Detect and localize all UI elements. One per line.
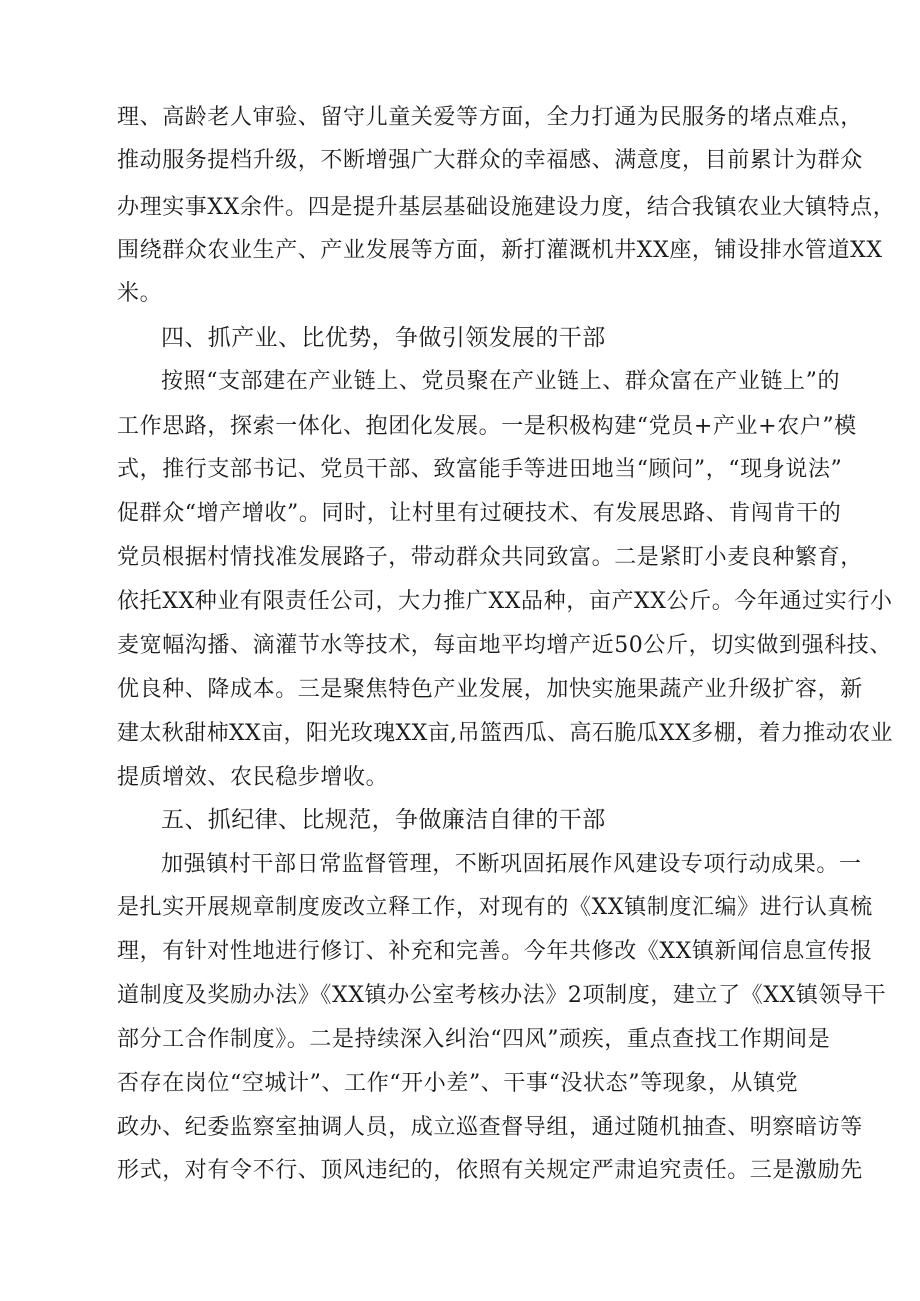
- paragraph-line: 道制度及奖励办法》《XX镇办公室考核办法》2项制度，建立了《XX镇领导干: [117, 983, 887, 1008]
- paragraph-line: 形式，对有令不行、顶风违纪的，依照有关规定严肃追究责任。三是激励先: [117, 1158, 863, 1183]
- paragraph-line: 理、高龄老人审验、留守儿童关爱等方面，全力打通为民服务的堵点难点，: [117, 105, 863, 130]
- paragraph-line: 否存在岗位“空城计”、工作“开小差”、干事“没状态”等现象，从镇党: [117, 1071, 799, 1096]
- paragraph-line: 理，有针对性地进行修订、补充和完善。今年共修改《XX镇新闻信息宣传报: [117, 939, 873, 964]
- paragraph-line: 部分工合作制度》。二是持续深入纠治“四风”顽疾，重点查找工作期间是: [117, 1027, 831, 1052]
- paragraph-line: 推动服务提档升级，不断增强广大群众的幸福感、满意度，目前累计为群众: [117, 148, 863, 173]
- paragraph-line: 建太秋甜柿XX亩，阳光玫瑰XX亩,吊篮西瓜、高石脆瓜XX多棚，着力推动农业: [117, 721, 893, 746]
- paragraph-line: 麦宽幅沟播、滴灌节水等技术，每亩地平均增产近50公斤，切实做到强科技、: [117, 633, 892, 658]
- paragraph-line: 加强镇村干部日常监督管理，不断巩固拓展作风建设专项行动成果。一: [161, 852, 862, 877]
- paragraph-line: 依托XX种业有限责任公司，大力推广XX品种，亩产XX公斤。今年通过实行小: [117, 589, 893, 614]
- paragraph-line: 米。: [117, 281, 163, 306]
- paragraph-line: 政办、纪委监察室抽调人员，成立巡查督导组，通过随机抽查、明察暗访等: [117, 1115, 863, 1140]
- paragraph-line: 围绕群众农业生产、产业发展等方面，新打灌溉机井XX座，铺设排水管道XX: [117, 238, 883, 263]
- paragraph-line: 党员根据村情找准发展路子，带动群众共同致富。二是紧盯小麦良种繁育，: [117, 545, 863, 570]
- paragraph-line: 优良种、降成本。三是聚焦特色产业发展，加快实施果蔬产业升级扩容，新: [117, 677, 863, 702]
- paragraph-line: 办理实事XX余件。四是提升基层基础设施建设力度，结合我镇农业大镇特点，: [117, 195, 896, 220]
- paragraph-line: 按照“支部建在产业链上、党员聚在产业链上、群众富在产业链上”的: [161, 369, 841, 394]
- paragraph-line: 促群众“增产增收”。同时，让村里有过硬技术、有发展思路、肯闯肯干的: [117, 501, 842, 526]
- section-heading-5: 五、抓纪律、比规范，争做廉洁自律的干部: [161, 807, 606, 833]
- paragraph-line: 是扎实开展规章制度废改立释工作，对现有的《XX镇制度汇编》进行认真梳: [117, 895, 873, 920]
- paragraph-line: 式，推行支部书记、党员干部、致富能手等进田地当“顾问”，“现身说法”: [117, 457, 843, 482]
- paragraph-line: 工作思路，探索一体化、抱团化发展。一是积极构建“党员+产业+农户”模: [117, 414, 857, 439]
- section-heading-4: 四、抓产业、比优势，争做引领发展的干部: [161, 325, 606, 351]
- paragraph-line: 提质增效、农民稳步增收。: [117, 765, 389, 790]
